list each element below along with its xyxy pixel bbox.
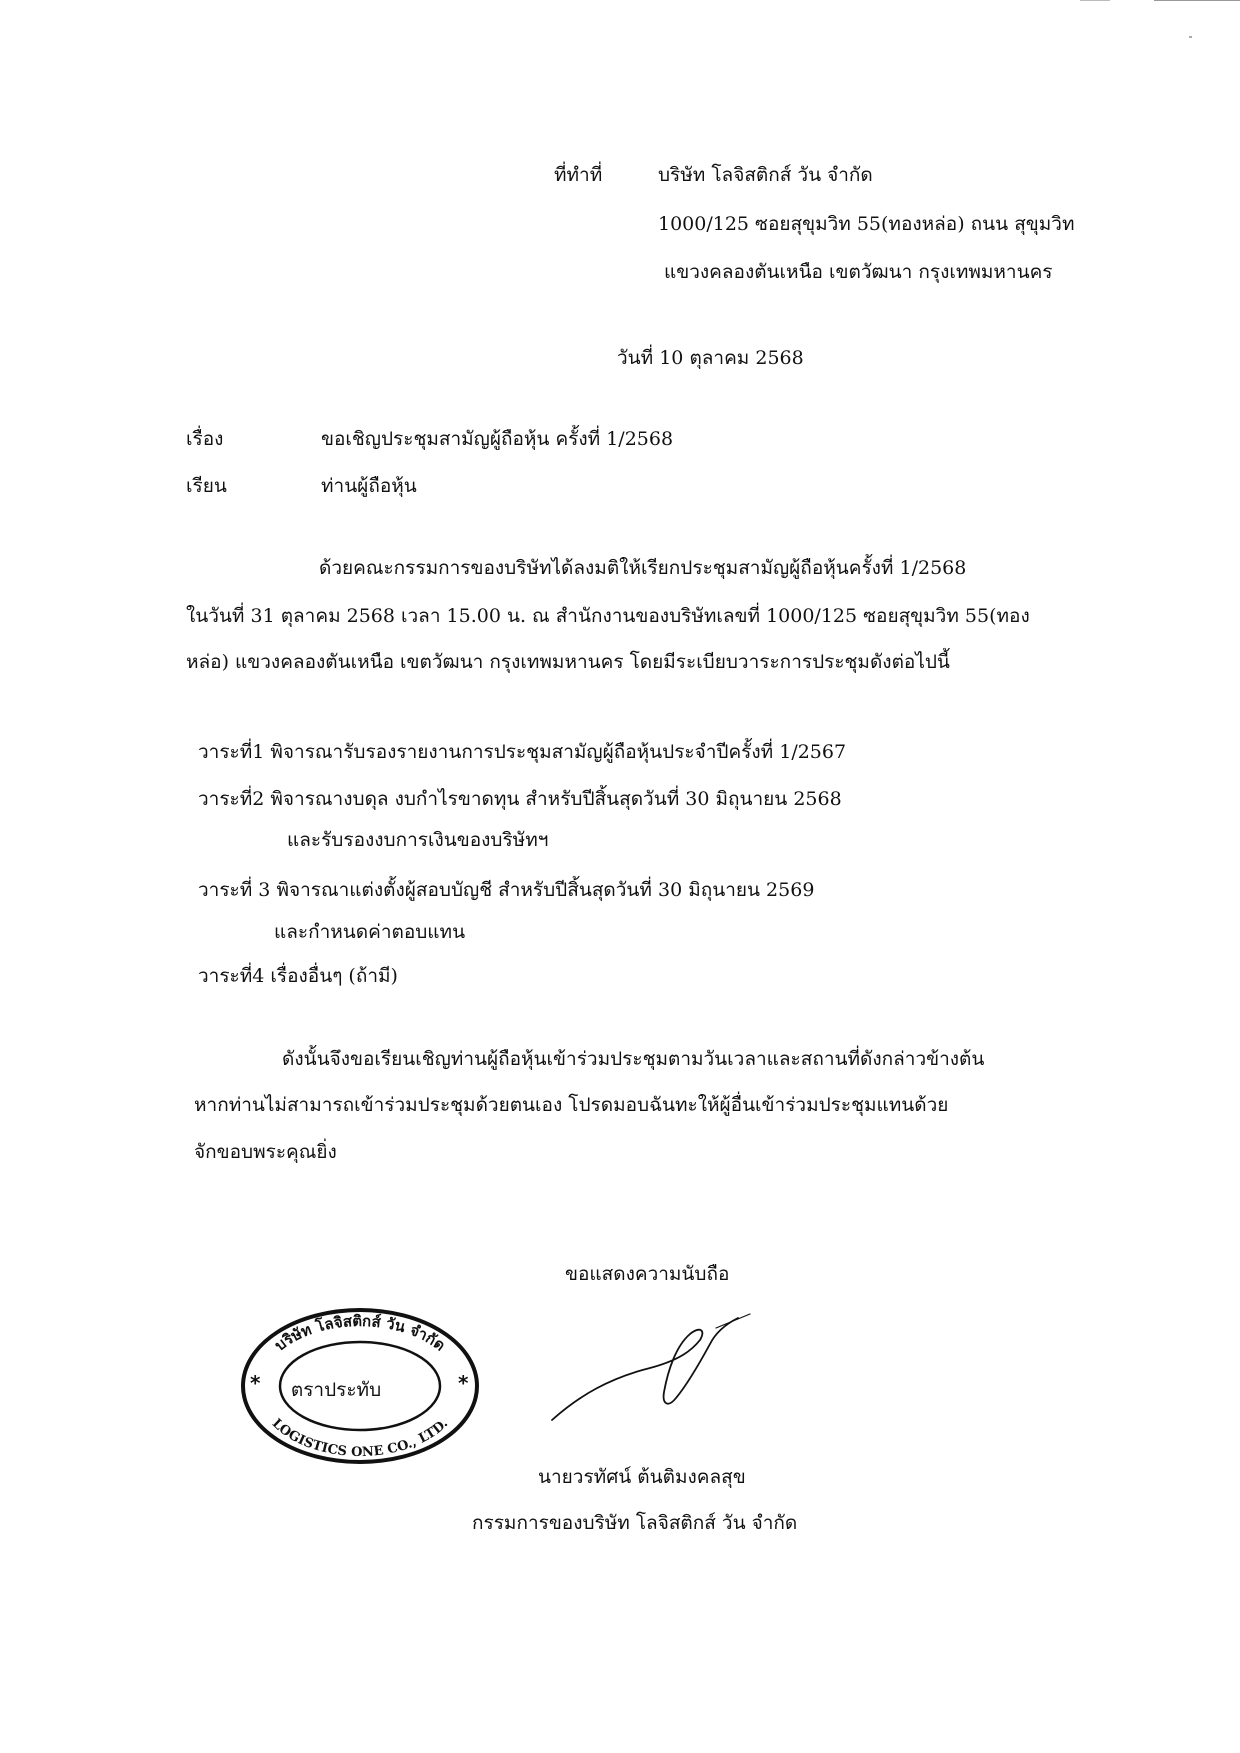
agenda-item-2: วาระที่2 พิจารณางบดุล งบกำไรขาดทุน สำหรับปีสิ้นสุดวันที่ 30 มิถุนายน 2568 — [198, 788, 842, 810]
subject-label: เรื่อง — [186, 428, 224, 450]
regards-text: ขอแสดงความนับถือ — [565, 1263, 730, 1285]
address-line-1: 1000/125 ซอยสุขุมวิท 55(ทองหล่อ) ถนน สุขุมวิท — [658, 213, 1075, 235]
svg-text:*: * — [250, 1371, 261, 1395]
company-name: บริษัท โลจิสติกส์ วัน จำกัด — [658, 164, 873, 186]
agenda-item-4: วาระที่4 เรื่องอื่นๆ (ถ้ามี) — [198, 965, 398, 987]
svg-text:*: * — [458, 1371, 469, 1395]
agenda-item-3: วาระที่ 3 พิจารณาแต่งตั้งผู้สอบบัญชี สำหรับปีสิ้นสุดวันที่ 30 มิถุนายน 2569 — [198, 879, 815, 901]
agenda-item-1: วาระที่1 พิจารณารับรองรายงานการประชุมสามัญผู้ถือหุ้นประจำปีครั้งที่ 1/2567 — [198, 741, 847, 763]
subject-text: ขอเชิญประชุมสามัญผู้ถือหุ้น ครั้งที่ 1/2568 — [321, 428, 674, 450]
scan-edge-mark — [1154, 0, 1240, 4]
signatory-name: นายวรทัศน์ ต้นติมงคลสุข — [538, 1466, 746, 1488]
agenda-item-3-cont: และกำหนดค่าตอบแทน — [274, 921, 466, 943]
to-text: ท่านผู้ถือหุ้น — [321, 475, 417, 497]
letter-date: วันที่ 10 ตุลาคม 2568 — [617, 347, 804, 369]
intro-line-2: ในวันที่ 31 ตุลาคม 2568 เวลา 15.00 น. ณ สำนักงานของบริษัทเลขที่ 1000/125 ซอยสุขุมวิท 55(ทอง — [186, 605, 1030, 627]
signatory-position: กรรมการของบริษัท โลจิสติกส์ วัน จำกัด — [472, 1512, 798, 1534]
closing-line-1: ดังนั้นจึงขอเรียนเชิญท่านผู้ถือหุ้นเข้าร่วมประชุมตามวันเวลาและสถานที่ดังกล่าวข้างต้น — [282, 1048, 985, 1070]
intro-line-1: ด้วยคณะกรรมการของบริษัทได้ลงมติให้เรียกประชุมสามัญผู้ถือหุ้นครั้งที่ 1/2568 — [319, 557, 967, 579]
at-label: ที่ทำที่ — [554, 164, 603, 186]
svg-text:ตราประทับ: ตราประทับ — [290, 1379, 382, 1401]
agenda-item-2-cont: และรับรองงบการเงินของบริษัทฯ — [287, 829, 549, 851]
intro-line-3: หล่อ) แขวงคลองตันเหนือ เขตวัฒนา กรุงเทพมหานคร โดยมีระเบียบวาระการประชุมดังต่อไปนี้ — [186, 651, 950, 673]
scan-speck — [1189, 36, 1192, 38]
address-line-2: แขวงคลองตันเหนือ เขตวัฒนา กรุงเทพมหานคร — [664, 261, 1053, 283]
company-seal — [236, 1302, 484, 1470]
closing-line-2: หากท่านไม่สามารถเข้าร่วมประชุมด้วยตนเอง โปรดมอบฉันทะให้ผู้อื่นเข้าร่วมประชุมแทนด้วย — [194, 1094, 949, 1116]
svg-text:บริษัท โลจิสติกส์ วัน จำกัด: บริษัท โลจิสติกส์ วัน จำกัด — [271, 1311, 449, 1355]
svg-text:LOGISTICS ONE CO., LTD.: LOGISTICS ONE CO., LTD. — [268, 1416, 452, 1461]
to-label: เรียน — [186, 475, 227, 497]
scan-edge-mark — [1080, 0, 1110, 3]
handwritten-signature — [540, 1300, 760, 1450]
closing-line-3: จักขอบพระคุณยิ่ง — [194, 1141, 337, 1163]
